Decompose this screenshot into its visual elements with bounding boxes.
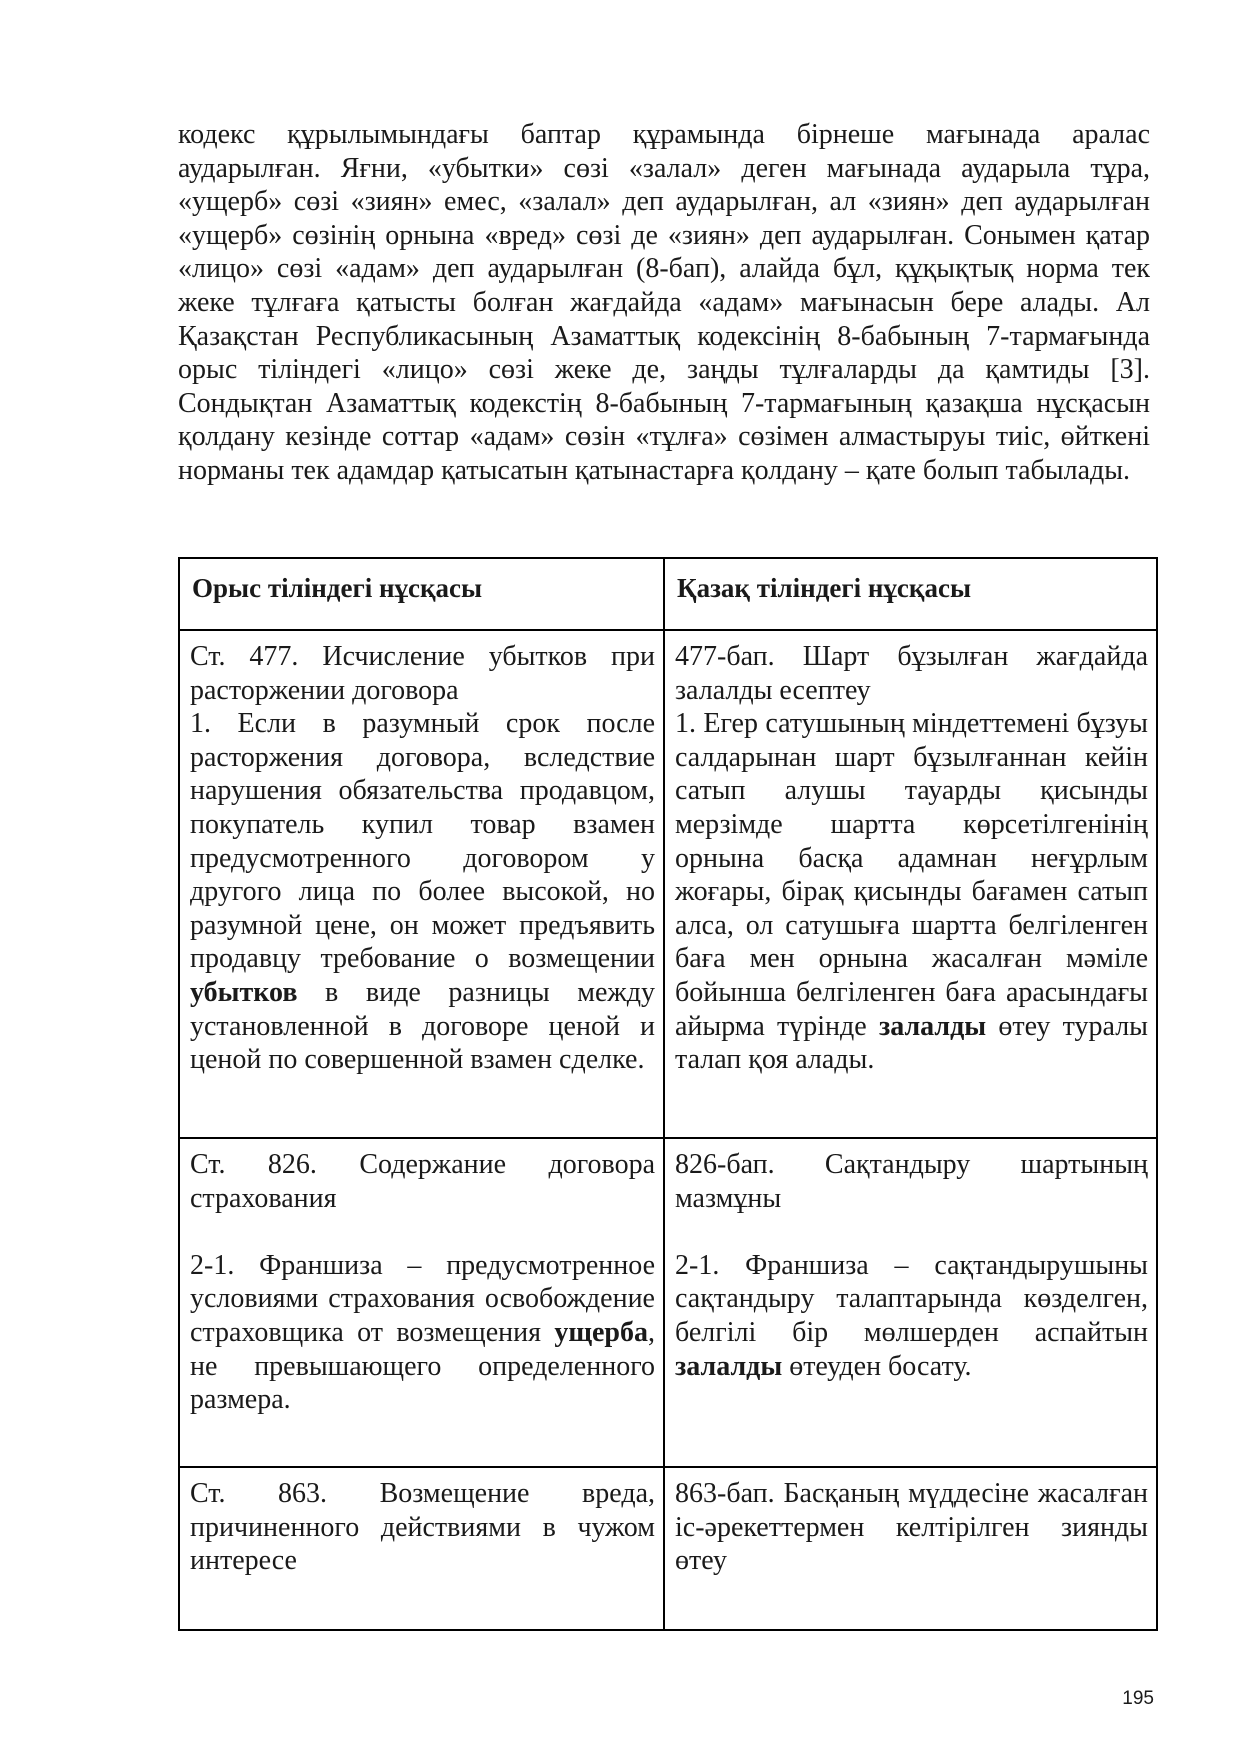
header-kazakh-version: Қазақ тіліндегі нұсқасы (664, 558, 1157, 630)
cell-russian-article-826 (179, 1138, 664, 1467)
article-text: 1. Егер сатушының міндеттемені бұзуы салдарынан шарт бұзылғаннан кейін сатып алушы тауарды қисынды мерзімде шартта көрсетілгенінің орнына басқа адамнан неғұрлым жоғары, бірақ қисынды бағамен сатып алса, ол сатушыға шартта белгіленген баға мен орнына жасалған мәміле бойынша белгіленген баға арасындағы айырма түрінде залалды өтеу туралы талап қоя алады. (675, 708, 1148, 1076)
table-row (179, 1138, 1157, 1467)
article-text: 2-1. Франшиза – сақтандырушыны сақтандыру талаптарында көзделген, белгілі бір мөлшерден аспайтын залалды өтеуден босату. (675, 1249, 1148, 1382)
cell-kazakh-article-863 (664, 1467, 1157, 1630)
article-text: 2-1. Франшиза – предусмотренное условиями страхования освобождение страховщика от возмещения ущерба, не превышающего определенного размера. (190, 1249, 655, 1416)
cell-kazakh-article-477 (664, 630, 1157, 1138)
highlighted-term: убытков (190, 976, 298, 1008)
article-title: Ст. 477. Исчисление убытков при расторжении договора (190, 641, 655, 706)
table-row (179, 630, 1157, 1138)
table-header-row (179, 558, 1157, 630)
cell-russian-article-863 (179, 1467, 664, 1630)
article-text: 1. Если в разумный срок после расторжения договора, вследствие нарушения обязательства продавцом, покупатель купил товар взамен предусмотренного договором у другого лица по более высокой, но разумной цене, он может предъявить продавцу требование о возмещении убытков в виде разницы между установленной в договоре ценой и ценой по совершенной взамен сделке. (190, 708, 655, 1076)
article-title: 477-бап. Шарт бұзылған жағдайда залалды есептеу (675, 641, 1148, 706)
table-row (179, 1467, 1157, 1630)
comparison-table (178, 557, 1158, 1631)
cell-russian-article-477 (179, 630, 664, 1138)
article-title: 863-бап. Басқаның мүддесіне жасалған іс-әрекеттермен келтірілген зиянды өтеу (675, 1478, 1148, 1577)
highlighted-term: залалды (675, 1350, 783, 1382)
cell-kazakh-article-826 (664, 1138, 1157, 1467)
article-title: 826-бап. Сақтандыру шартының мазмұны (675, 1149, 1148, 1214)
article-title: Ст. 826. Содержание договора страхования (190, 1149, 655, 1214)
highlighted-term: залалды (878, 1010, 987, 1042)
intro-paragraph: кодекс құрылымындағы баптар құрамында бірнеше мағынада аралас аударылған. Яғни, «убытки» сөзі «залал» деген мағынада аударыла тұра, «ущерб» сөзі «зиян» емес, «залал» деп аударылған, ал «зиян» деп аударылған «ущерб» сөзінің орнына «вред» сөзі де «зиян» деп аударылған. Сонымен қатар «лицо» сөзі «адам» деп аударылған (8-бап), алайда бұл, құқықтық норма тек жеке тұлғаға қатысты болған жағдайда «адам» мағынасын бере алады. Ал Қазақстан Республикасының Азаматтық кодексінің 8-бабының 7-тармағында орыс тіліндегі «лицо» сөзі жеке де, заңды тұлғаларды да қамтиды [3]. Сондықтан Азаматтық кодекстің 8-бабының 7-тармағының қазақша нұсқасын қолдану кезінде соттар «адам» сөзін «тұлға» сөзімен алмастыруы тиіс, өйткені норманы тек адамдар қатысатын қатынастарға қолдану – қате болып табылады. (178, 119, 1150, 486)
page-number: 195 (1122, 1688, 1154, 1709)
highlighted-term: ущерба (554, 1316, 648, 1348)
article-title: Ст. 863. Возмещение вреда, причиненного действиями в чужом интересе (190, 1478, 655, 1577)
header-russian-version: Орыс тіліндегі нұсқасы (179, 558, 664, 630)
